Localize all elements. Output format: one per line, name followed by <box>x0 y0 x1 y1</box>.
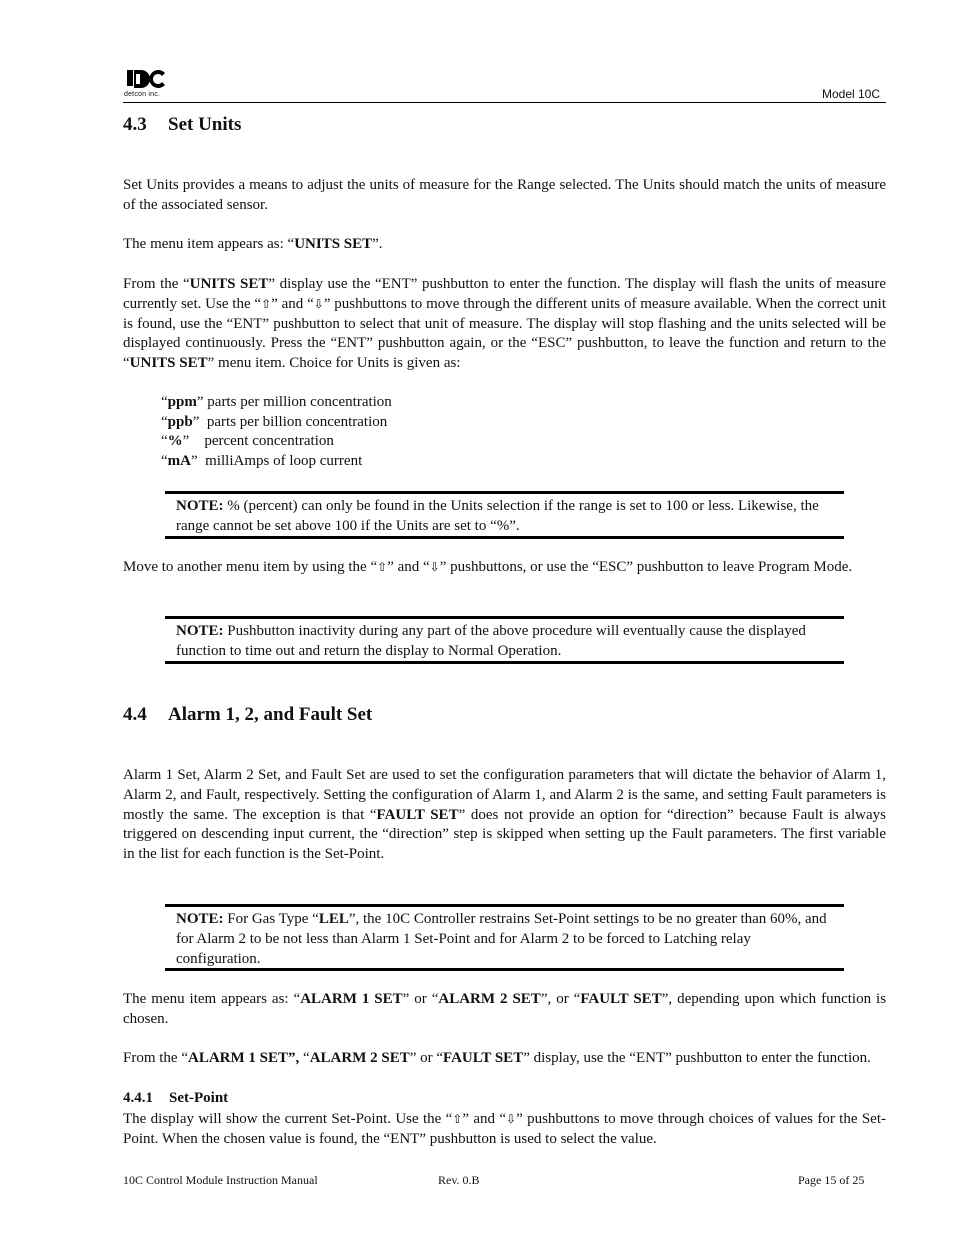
text: ” or “ <box>409 1050 444 1066</box>
units-list <box>161 393 761 472</box>
text: The display will show the current Set-Point. Use the “ <box>123 1111 453 1127</box>
paragraph <box>123 1049 886 1069</box>
paragraph <box>123 1110 886 1150</box>
list-item: “ppb” parts per billion concentration <box>161 413 388 430</box>
down-arrow-icon: ⇩ <box>429 560 440 574</box>
text: ” display, use the “ENT” pushbutton to enter the function. <box>523 1050 871 1066</box>
up-arrow-icon: ⇧ <box>261 296 272 311</box>
menu-item-name: UNITS SET <box>129 355 208 372</box>
text: ”, the 10C Controller restrains Set-Point settings to be no greater than 60%, and for Alarm 2 to be not less than Alarm 1 Set-Point and for Alarm 2 to be forced to Latching relay configuration. <box>176 911 827 967</box>
paragraph <box>123 558 886 578</box>
down-arrow-icon: ⇩ <box>313 296 324 311</box>
note-text <box>176 910 834 969</box>
text: Move to another menu item by using the “ <box>123 559 378 575</box>
paragraph <box>123 990 886 1030</box>
text: ”, depending upon which function is chosen. <box>123 991 887 1027</box>
header-rule <box>123 102 886 103</box>
note-text <box>176 622 834 662</box>
text: ” or “ <box>402 991 439 1007</box>
section-4-4-heading <box>123 704 372 726</box>
paragraph <box>123 235 886 255</box>
menu-item-name: FAULT SET <box>376 806 459 823</box>
paragraph <box>123 766 886 865</box>
subsection-number: 4.4.1 <box>123 1090 153 1106</box>
section-number: 4.3 <box>123 114 147 135</box>
text: ” pushbuttons to move through the different units of measure available. When the correct unit is found, use the “ENT” pushbutton to select that unit of measure. The display will stop flashing and the units selected will be displayed continuously. Press the “ENT” pushbutton again, or the “ESC” pushbutton, to leave the function and return to the “ <box>123 295 886 372</box>
text: ”, or “ <box>540 991 581 1007</box>
note-label: NOTE: <box>176 623 224 639</box>
logo-caption: detcon inc. <box>124 91 161 98</box>
text: % (percent) can only be found in the Units selection if the range is set to 100 or less. Likewise, the range cannot be set above 100 if the Units are set to “%”. <box>176 498 819 534</box>
menu-item-name: ALARM 1 SET <box>300 991 403 1007</box>
footer-page-number: Page 15 of 25 <box>798 1173 865 1187</box>
text: ” and “ <box>387 559 430 575</box>
menu-item-name: FAULT SET <box>443 1050 524 1066</box>
text: ” display use the “ENT” pushbutton to enter the function. The display will flash the units of measure currently set. Use the “ <box>123 276 887 312</box>
section-4-3-heading <box>123 114 241 136</box>
text: The menu item appears as: “ <box>123 991 301 1007</box>
text: The menu item appears as: “ <box>123 236 295 252</box>
list-item: “%” percent concentration <box>161 433 334 450</box>
menu-item-name: FAULT SET <box>580 991 662 1007</box>
down-arrow-icon: ⇩ <box>506 1112 517 1126</box>
paragraph: Set Units provides a means to adjust the units of measure for the Range selected. The Units should match the units of measure of the associated sensor. <box>123 177 886 213</box>
paragraph <box>123 275 886 374</box>
section-number: 4.4 <box>123 704 147 725</box>
note-text <box>176 497 834 537</box>
model-label: Model 10C <box>821 87 880 101</box>
menu-item-name: UNITS SET <box>189 276 269 292</box>
note-box <box>165 904 844 971</box>
text: ”. <box>372 236 383 252</box>
text: ” pushbuttons to move through choices of values for the Set-Point. When the chosen value is found, the “ENT” pushbutton is used to select the value. <box>123 1111 886 1147</box>
section-title: Alarm 1, 2, and Fault Set <box>168 704 373 725</box>
menu-item-name: ALARM 2 SET <box>309 1050 410 1066</box>
text: From the “ <box>123 1050 188 1066</box>
list-item: “mA” milliAmps of loop current <box>161 453 363 470</box>
text: ” menu item. Choice for Units is given as: <box>207 355 461 372</box>
menu-item-name: ALARM 1 SET”, <box>188 1050 300 1066</box>
footer-revision: Rev. 0.B <box>438 1173 480 1187</box>
menu-item-name: UNITS SET <box>294 236 373 252</box>
up-arrow-icon: ⇧ <box>377 560 388 574</box>
section-title: Set Units <box>168 114 242 135</box>
text: ” pushbuttons, or use the “ESC” pushbutton to leave Program Mode. <box>439 559 853 575</box>
menu-item-name: ALARM 2 SET <box>438 991 541 1007</box>
text: Alarm 1 Set, Alarm 2 Set, and Fault Set are used to set the configuration parameters that will dictate the behavior of Alarm 1, Alarm 2, and Fault, respectively. Setting the configuration of Alarm 1, and Alarm 2 is the same, and setting Fault parameters is mostly the same. The exception is that “ <box>123 767 886 823</box>
text: ” and “ <box>271 295 314 312</box>
subsection-title: Set-Point <box>169 1090 229 1106</box>
gas-type: LEL <box>318 911 349 927</box>
text: For Gas Type “ <box>223 911 319 927</box>
text: ” does not provide an option for “direction” because Fault is always triggered on descending input current, the “direction” step is skipped when setting up the Fault parameters. The first variable in the list for each function is the Set-Point. <box>123 806 887 863</box>
note-label: NOTE: <box>176 911 224 927</box>
subsection-4-4-1-heading <box>123 1089 228 1107</box>
note-box <box>165 491 844 539</box>
text: “ <box>299 1050 310 1066</box>
note-label: NOTE: <box>176 498 224 514</box>
text: Pushbutton inactivity during any part of the above procedure will eventually cause the displayed function to time out and return the display to Normal Operation. <box>176 623 806 659</box>
list-item: “ppm” parts per million concentration <box>161 394 392 410</box>
text: ” and “ <box>462 1111 507 1127</box>
up-arrow-icon: ⇧ <box>452 1112 463 1126</box>
text: From the “ <box>123 276 190 292</box>
footer-manual-title: 10C Control Module Instruction Manual <box>123 1173 318 1187</box>
note-box <box>165 616 844 664</box>
